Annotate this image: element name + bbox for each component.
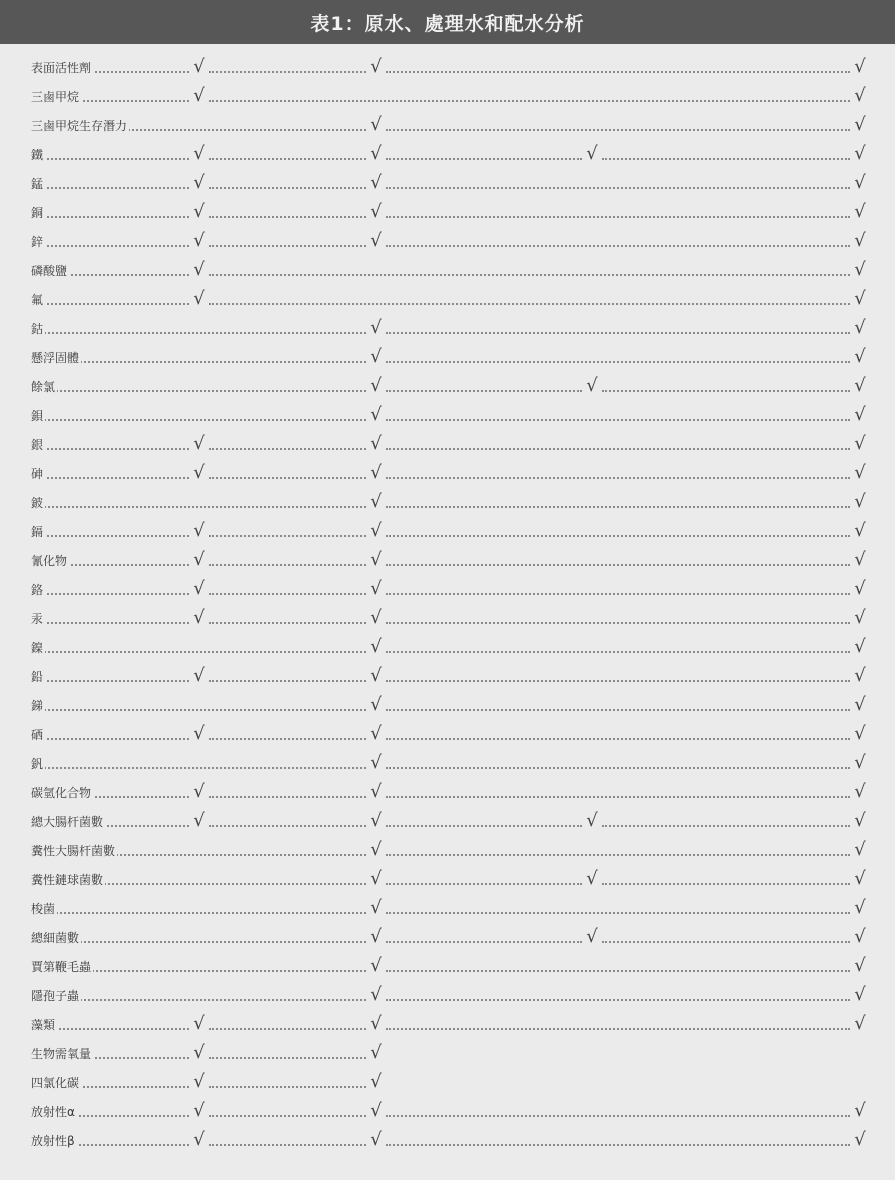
leader-dots: [386, 564, 850, 566]
leader-dots: [31, 187, 189, 189]
check-mark-icon: √: [854, 172, 866, 193]
table-row: [0, 228, 895, 257]
leader-dots: [386, 651, 850, 653]
check-mark-icon: √: [854, 694, 866, 715]
table-row: [0, 489, 895, 518]
leader-dots: [386, 680, 850, 682]
table-row: [0, 1127, 895, 1156]
check-mark-icon: √: [370, 520, 382, 541]
check-mark-icon: √: [854, 404, 866, 425]
leader-dots: [31, 593, 189, 595]
table-row: [0, 344, 895, 373]
check-mark-icon: √: [193, 607, 205, 628]
table-row: [0, 83, 895, 112]
row-label: 賈第鞭毛蟲: [31, 960, 92, 974]
check-mark-icon: √: [370, 694, 382, 715]
leader-dots: [209, 245, 366, 247]
row-label: 懸浮固體: [31, 351, 80, 365]
leader-dots: [209, 622, 366, 624]
row-label: 鈹: [31, 496, 44, 510]
row-label: 梭菌: [31, 902, 56, 916]
row-label: 放射性α: [31, 1105, 75, 1119]
check-mark-icon: √: [370, 172, 382, 193]
check-mark-icon: √: [854, 549, 866, 570]
leader-dots: [209, 100, 850, 102]
check-mark-icon: √: [370, 578, 382, 599]
check-mark-icon: √: [370, 723, 382, 744]
check-mark-icon: √: [370, 752, 382, 773]
leader-dots: [209, 825, 366, 827]
table-row: [0, 721, 895, 750]
check-mark-icon: √: [193, 1129, 205, 1150]
check-mark-icon: √: [370, 926, 382, 947]
check-mark-icon: √: [854, 955, 866, 976]
table-row: [0, 837, 895, 866]
table-row: [0, 170, 895, 199]
leader-dots: [386, 361, 850, 363]
row-label: 磷酸鹽: [31, 264, 68, 278]
check-mark-icon: √: [854, 752, 866, 773]
leader-dots: [31, 709, 366, 711]
check-mark-icon: √: [854, 607, 866, 628]
check-mark-icon: √: [854, 230, 866, 251]
leader-dots: [386, 71, 850, 73]
check-mark-icon: √: [193, 259, 205, 280]
leader-dots: [31, 680, 189, 682]
leader-dots: [386, 825, 582, 827]
leader-dots: [31, 738, 189, 740]
row-label: 銻: [31, 699, 44, 713]
table-row: [0, 431, 895, 460]
check-mark-icon: √: [370, 1129, 382, 1150]
check-mark-icon: √: [193, 201, 205, 222]
check-mark-icon: √: [370, 404, 382, 425]
leader-dots: [386, 999, 850, 1001]
row-label: 隱孢子蟲: [31, 989, 80, 1003]
table-row: [0, 779, 895, 808]
leader-dots: [386, 941, 582, 943]
table-row: [0, 315, 895, 344]
leader-dots: [31, 419, 366, 421]
check-mark-icon: √: [854, 317, 866, 338]
check-mark-icon: √: [586, 375, 598, 396]
leader-dots: [209, 216, 366, 218]
leader-dots: [209, 1086, 366, 1088]
row-label: 銅: [31, 206, 44, 220]
table-row: [0, 808, 895, 837]
check-mark-icon: √: [370, 665, 382, 686]
leader-dots: [386, 1028, 850, 1030]
check-mark-icon: √: [854, 839, 866, 860]
row-label: 錳: [31, 177, 44, 191]
check-mark-icon: √: [854, 143, 866, 164]
leader-dots: [209, 1115, 366, 1117]
row-label: 碳氫化合物: [31, 786, 92, 800]
leader-dots: [31, 158, 189, 160]
check-mark-icon: √: [370, 839, 382, 860]
check-mark-icon: √: [193, 665, 205, 686]
check-mark-icon: √: [370, 984, 382, 1005]
analysis-table: [0, 54, 895, 1156]
table-row: [0, 982, 895, 1011]
table-row: [0, 953, 895, 982]
table-row: [0, 547, 895, 576]
leader-dots: [209, 738, 366, 740]
check-mark-icon: √: [370, 491, 382, 512]
leader-dots: [386, 158, 582, 160]
table-row: [0, 286, 895, 315]
leader-dots: [31, 622, 189, 624]
check-mark-icon: √: [854, 578, 866, 599]
check-mark-icon: √: [370, 317, 382, 338]
leader-dots: [31, 477, 189, 479]
leader-dots: [31, 999, 366, 1001]
check-mark-icon: √: [370, 433, 382, 454]
leader-dots: [209, 535, 366, 537]
check-mark-icon: √: [854, 1129, 866, 1150]
row-label: 汞: [31, 612, 44, 626]
check-mark-icon: √: [854, 723, 866, 744]
check-mark-icon: √: [370, 549, 382, 570]
leader-dots: [602, 825, 850, 827]
leader-dots: [31, 245, 189, 247]
table-row: [0, 866, 895, 895]
check-mark-icon: √: [193, 1100, 205, 1121]
leader-dots: [31, 216, 189, 218]
check-mark-icon: √: [854, 665, 866, 686]
table-row: [0, 634, 895, 663]
leader-dots: [31, 912, 366, 914]
leader-dots: [31, 448, 189, 450]
check-mark-icon: √: [854, 375, 866, 396]
row-label: 三鹵甲烷生存潛力: [31, 119, 128, 133]
table-row: [0, 1040, 895, 1069]
check-mark-icon: √: [854, 346, 866, 367]
check-mark-icon: √: [370, 230, 382, 251]
leader-dots: [602, 158, 850, 160]
check-mark-icon: √: [193, 810, 205, 831]
leader-dots: [209, 71, 366, 73]
row-label: 總大腸杆菌數: [31, 815, 104, 829]
leader-dots: [386, 709, 850, 711]
table-row: [0, 924, 895, 953]
check-mark-icon: √: [854, 520, 866, 541]
check-mark-icon: √: [370, 1013, 382, 1034]
table-row: [0, 141, 895, 170]
leader-dots: [31, 535, 189, 537]
leader-dots: [209, 1144, 366, 1146]
check-mark-icon: √: [193, 1071, 205, 1092]
table-row: [0, 1011, 895, 1040]
table-row: [0, 112, 895, 141]
row-label: 氰化物: [31, 554, 68, 568]
leader-dots: [386, 738, 850, 740]
leader-dots: [209, 477, 366, 479]
row-label: 藻類: [31, 1018, 56, 1032]
row-label: 總細菌數: [31, 931, 80, 945]
leader-dots: [209, 1028, 366, 1030]
check-mark-icon: √: [854, 1013, 866, 1034]
row-label: 砷: [31, 467, 44, 481]
check-mark-icon: √: [370, 1042, 382, 1063]
leader-dots: [602, 390, 850, 392]
table-row: [0, 605, 895, 634]
row-label: 鋅: [31, 235, 44, 249]
leader-dots: [386, 477, 850, 479]
leader-dots: [386, 970, 850, 972]
check-mark-icon: √: [193, 578, 205, 599]
table-row: [0, 257, 895, 286]
leader-dots: [386, 390, 582, 392]
leader-dots: [386, 622, 850, 624]
leader-dots: [386, 796, 850, 798]
table-row: [0, 1098, 895, 1127]
leader-dots: [386, 506, 850, 508]
leader-dots: [386, 767, 850, 769]
table-row: [0, 54, 895, 83]
check-mark-icon: √: [370, 636, 382, 657]
table-row: [0, 373, 895, 402]
row-label: 四氯化碳: [31, 1076, 80, 1090]
leader-dots: [209, 680, 366, 682]
check-mark-icon: √: [193, 433, 205, 454]
leader-dots: [386, 419, 850, 421]
check-mark-icon: √: [854, 201, 866, 222]
leader-dots: [209, 274, 850, 276]
leader-dots: [209, 593, 366, 595]
check-mark-icon: √: [370, 810, 382, 831]
leader-dots: [386, 535, 850, 537]
check-mark-icon: √: [370, 143, 382, 164]
table-row: [0, 750, 895, 779]
check-mark-icon: √: [193, 85, 205, 106]
check-mark-icon: √: [854, 259, 866, 280]
check-mark-icon: √: [193, 520, 205, 541]
leader-dots: [386, 854, 850, 856]
check-mark-icon: √: [586, 810, 598, 831]
leader-dots: [386, 332, 850, 334]
row-label: 鎳: [31, 641, 44, 655]
table-row: [0, 1069, 895, 1098]
check-mark-icon: √: [370, 897, 382, 918]
check-mark-icon: √: [854, 868, 866, 889]
row-label: 鎘: [31, 525, 44, 539]
table-row: [0, 518, 895, 547]
table-row: [0, 576, 895, 605]
check-mark-icon: √: [370, 114, 382, 135]
leader-dots: [31, 767, 366, 769]
check-mark-icon: √: [193, 549, 205, 570]
leader-dots: [602, 941, 850, 943]
check-mark-icon: √: [854, 462, 866, 483]
row-label: 表面活性劑: [31, 61, 92, 75]
table-row: [0, 692, 895, 721]
check-mark-icon: √: [854, 636, 866, 657]
check-mark-icon: √: [854, 781, 866, 802]
row-label: 氟: [31, 293, 44, 307]
row-label: 硒: [31, 728, 44, 742]
check-mark-icon: √: [193, 462, 205, 483]
leader-dots: [209, 448, 366, 450]
check-mark-icon: √: [370, 201, 382, 222]
leader-dots: [386, 129, 850, 131]
check-mark-icon: √: [193, 288, 205, 309]
table-row: [0, 663, 895, 692]
leader-dots: [386, 187, 850, 189]
row-label: 鋇: [31, 409, 44, 423]
leader-dots: [31, 941, 366, 943]
leader-dots: [209, 564, 366, 566]
table-row: [0, 460, 895, 489]
leader-dots: [31, 332, 366, 334]
row-label: 生物需氧量: [31, 1047, 92, 1061]
table-row: [0, 895, 895, 924]
check-mark-icon: √: [854, 926, 866, 947]
check-mark-icon: √: [586, 143, 598, 164]
check-mark-icon: √: [370, 462, 382, 483]
leader-dots: [386, 883, 582, 885]
leader-dots: [209, 303, 850, 305]
leader-dots: [386, 912, 850, 914]
check-mark-icon: √: [854, 114, 866, 135]
check-mark-icon: √: [193, 781, 205, 802]
check-mark-icon: √: [854, 897, 866, 918]
leader-dots: [31, 361, 366, 363]
check-mark-icon: √: [854, 810, 866, 831]
table-header-bar: [0, 0, 895, 44]
check-mark-icon: √: [854, 491, 866, 512]
leader-dots: [386, 593, 850, 595]
leader-dots: [31, 651, 366, 653]
leader-dots: [209, 1057, 366, 1059]
check-mark-icon: √: [193, 1013, 205, 1034]
check-mark-icon: √: [193, 1042, 205, 1063]
leader-dots: [209, 158, 366, 160]
check-mark-icon: √: [193, 56, 205, 77]
leader-dots: [31, 303, 189, 305]
leader-dots: [386, 448, 850, 450]
leader-dots: [209, 187, 366, 189]
check-mark-icon: √: [370, 375, 382, 396]
row-label: 餘氯: [31, 380, 56, 394]
row-label: 鉻: [31, 583, 44, 597]
check-mark-icon: √: [586, 868, 598, 889]
check-mark-icon: √: [370, 868, 382, 889]
table-row: [0, 402, 895, 431]
check-mark-icon: √: [370, 955, 382, 976]
check-mark-icon: √: [193, 172, 205, 193]
table-title: 表1：原水、處理水和配水分析: [310, 12, 585, 35]
leader-dots: [209, 796, 366, 798]
table-row: [0, 199, 895, 228]
row-label: 放射性β: [31, 1134, 75, 1148]
leader-dots: [386, 216, 850, 218]
check-mark-icon: √: [854, 288, 866, 309]
check-mark-icon: √: [854, 984, 866, 1005]
check-mark-icon: √: [370, 1071, 382, 1092]
check-mark-icon: √: [370, 346, 382, 367]
check-mark-icon: √: [854, 85, 866, 106]
check-mark-icon: √: [370, 1100, 382, 1121]
check-mark-icon: √: [586, 926, 598, 947]
row-label: 釩: [31, 757, 44, 771]
check-mark-icon: √: [854, 1100, 866, 1121]
leader-dots: [602, 883, 850, 885]
leader-dots: [31, 390, 366, 392]
check-mark-icon: √: [193, 143, 205, 164]
leader-dots: [386, 1144, 850, 1146]
check-mark-icon: √: [854, 56, 866, 77]
check-mark-icon: √: [370, 607, 382, 628]
check-mark-icon: √: [370, 56, 382, 77]
row-label: 鐵: [31, 148, 44, 162]
check-mark-icon: √: [370, 781, 382, 802]
check-mark-icon: √: [193, 723, 205, 744]
check-mark-icon: √: [854, 433, 866, 454]
check-mark-icon: √: [193, 230, 205, 251]
row-label: 三鹵甲烷: [31, 90, 80, 104]
leader-dots: [386, 245, 850, 247]
leader-dots: [386, 1115, 850, 1117]
row-label: 鉛: [31, 670, 44, 684]
row-label: 糞性鏈球菌數: [31, 873, 104, 887]
row-label: 鈷: [31, 322, 44, 336]
row-label: 糞性大腸杆菌數: [31, 844, 116, 858]
row-label: 銀: [31, 438, 44, 452]
leader-dots: [31, 506, 366, 508]
